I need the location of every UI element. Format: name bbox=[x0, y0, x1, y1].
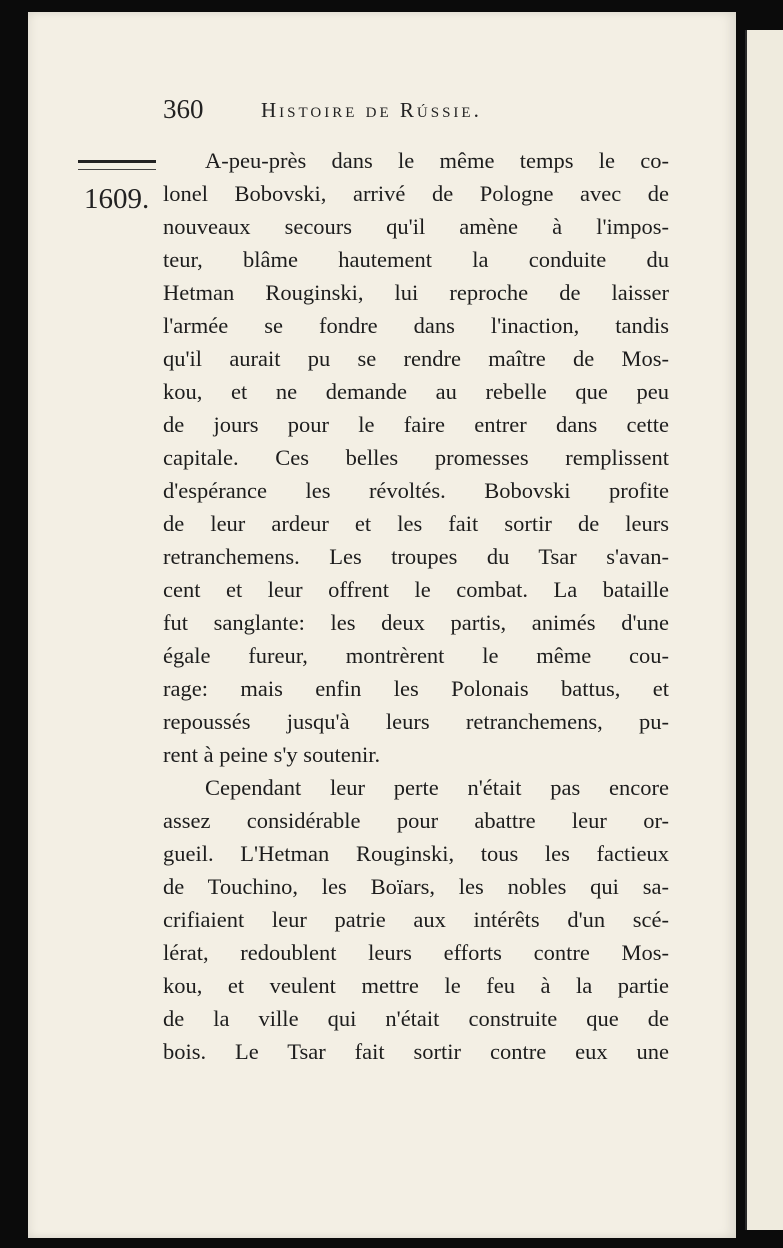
text-line: bois. Le Tsar fait sortir contre eux une bbox=[163, 1039, 669, 1064]
text-line: fut sanglante: les deux partis, animés d'une bbox=[163, 610, 669, 635]
body-text bbox=[163, 144, 669, 1068]
text-line: Hetman Rouginski, lui reproche de laisser bbox=[163, 280, 669, 305]
text-line: de jours pour le faire entrer dans cette bbox=[163, 412, 669, 437]
text-line: de Touchino, les Boïars, les nobles qui sa- bbox=[163, 874, 669, 899]
text-line: retranchemens. Les troupes du Tsar s'avan- bbox=[163, 544, 669, 569]
running-title: Histoire de Rússie. bbox=[261, 98, 482, 122]
text-line: de la ville qui n'était construite que de bbox=[163, 1006, 669, 1031]
text-line: égale fureur, montrèrent le même cou- bbox=[163, 643, 669, 668]
marginal-year: 1609. bbox=[84, 183, 150, 215]
text-line: kou, et veulent mettre le feu à la partie bbox=[163, 973, 669, 998]
text-line: l'armée se fondre dans l'inaction, tandis bbox=[163, 313, 669, 338]
text-line: teur, blâme hautement la conduite du bbox=[163, 247, 669, 272]
text-line: Cependant leur perte n'était pas encore bbox=[205, 775, 669, 800]
text-line: crifiaient leur patrie aux intérêts d'un scé- bbox=[163, 907, 669, 932]
text-line: capitale. Ces belles promesses remplissent bbox=[163, 445, 669, 470]
text-line: gueil. L'Hetman Rouginski, tous les factieux bbox=[163, 841, 669, 866]
text-line: rent à peine s'y soutenir. bbox=[163, 742, 381, 767]
page-number: 360 bbox=[163, 94, 204, 124]
text-line: de leur ardeur et les fait sortir de leurs bbox=[163, 511, 669, 536]
text-line: cent et leur offrent le combat. La bataille bbox=[163, 577, 669, 602]
text-line: assez considérable pour abattre leur or- bbox=[163, 808, 669, 833]
next-page-edge bbox=[745, 30, 783, 1230]
text-line: rage: mais enfin les Polonais battus, et bbox=[163, 676, 669, 701]
text-line: A-peu-près dans le même temps le co- bbox=[205, 148, 669, 173]
text-line: repoussés jusqu'à leurs retranchemens, pu- bbox=[163, 709, 669, 734]
text-line: qu'il aurait pu se rendre maître de Mos- bbox=[163, 346, 669, 371]
text-line: lérat, redoublent leurs efforts contre Mos- bbox=[163, 940, 669, 965]
text-line: d'espérance les révoltés. Bobovski profite bbox=[163, 478, 669, 503]
page-header bbox=[163, 88, 673, 128]
section-rule bbox=[78, 160, 156, 170]
text-line: nouveaux secours qu'il amène à l'impos- bbox=[163, 214, 669, 239]
text-line: lonel Bobovski, arrivé de Pologne avec de bbox=[163, 181, 669, 206]
text-line: kou, et ne demande au rebelle que peu bbox=[163, 379, 669, 404]
